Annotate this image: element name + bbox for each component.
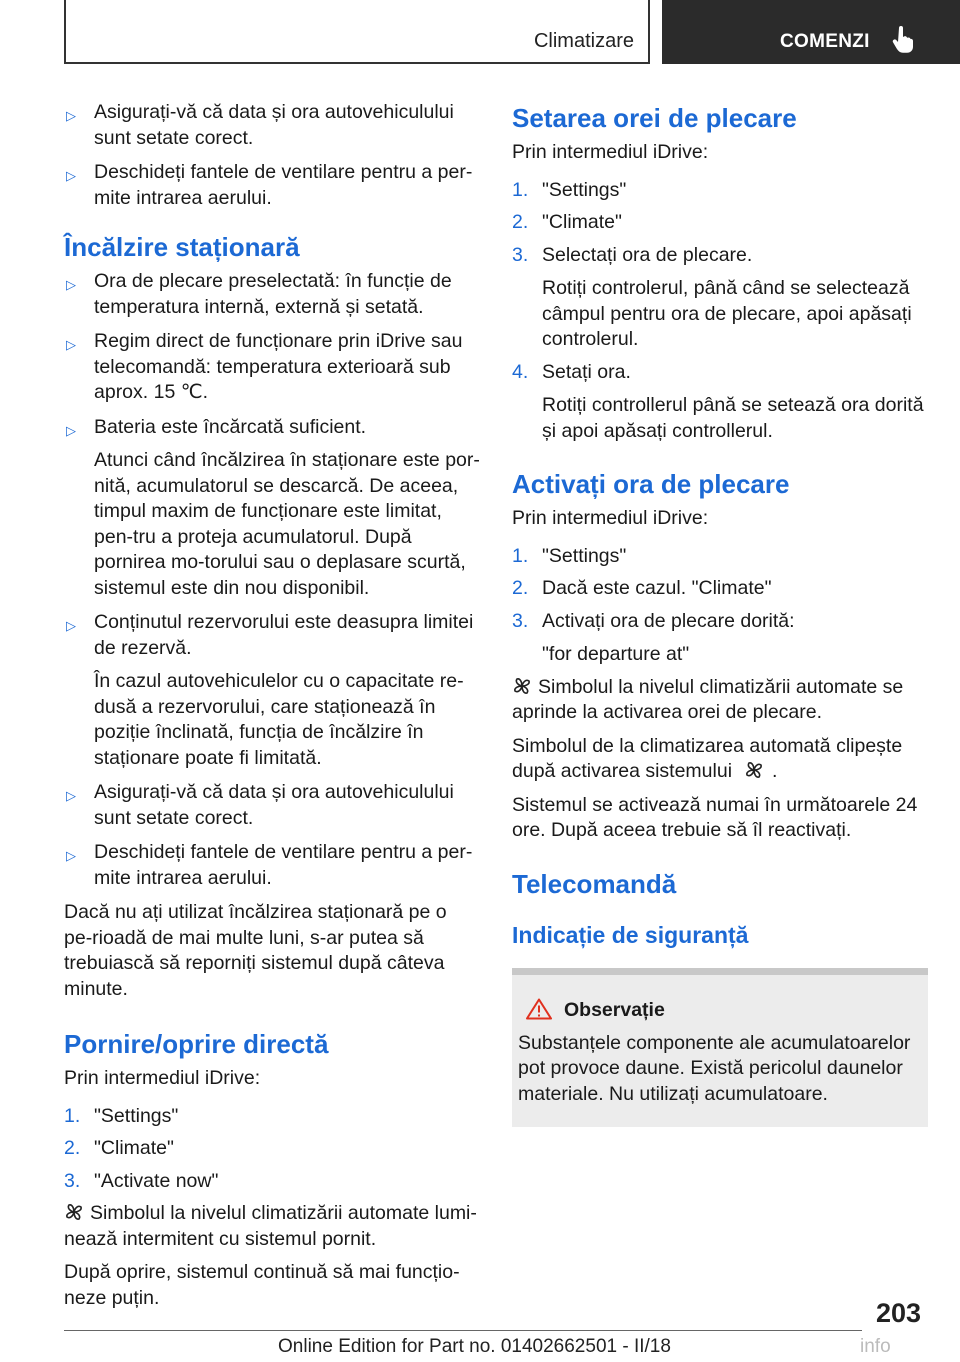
list-item: ▷ Deschideți fantele de ventilare pentru a per‐mite intrarea aerului. [66,841,473,889]
chapter-tab [662,0,960,64]
warning-text: Substanțele componente ale acumulatoarelor pot provoce daune. Există pericolul daunelor materiale. Nu utilizați acumulatoare. [518,1031,911,1105]
triangle-bullet-icon: ▷ [66,168,76,183]
watermark-text: info [860,1336,891,1357]
pointing-hand-icon [892,26,914,54]
list-item: 3. Selectați ora de plecare. Rotiți controlerul, până când se selectează câmpul pentru ora de plecare, apoi apăsați controlerul. [512,243,912,350]
right-column [512,100,928,1127]
triangle-bullet-icon: ▷ [66,788,76,803]
heading-set-departure: Setarea orei de plecare [512,103,797,133]
triangle-bullet-icon: ▷ [66,848,76,863]
section-tab [64,0,650,64]
list-item: 1. "Settings" [512,544,627,567]
list-item: ▷ Conținutul rezervorului este deasupra limitei de rezervă. În cazul autovehiculelor cu o capacitate re‐dusă a rezervorului, care staționează în poziție înclinată, funcția de încălzire în staționare poate fi limitată. [66,611,474,769]
heading-remote-control: Telecomandă [512,868,677,899]
triangle-bullet-icon: ▷ [66,337,76,352]
list-item: ▷ Asigurați-vă că data și ora autovehiculului sunt setate corect. [66,781,454,829]
section-title: Climatizare [533,30,634,52]
warning-title: Observație [518,997,922,1023]
set-steps-list [512,178,928,445]
stationary-bullet-list [64,269,480,891]
triangle-bullet-icon: ▷ [66,422,76,438]
list-item: ▷ Ora de plecare preselectată: în funcție de temperatura internă, externă și setată. [66,270,452,318]
list-item: ▷ Bateria este încărcată suficient. Atunci când încălzirea în staționare este por‐nită, acumulatorul se descarcă. De aceea, timpul maxim de funcționare este limitat, pen‐tru a proteja acumulatorul. După pornirea mo‐torului sau o deplasare scurtă, sistemul este din nou disponibil. [66,415,480,599]
fan-icon [744,760,764,780]
paragraph-symbol-blink: Simbolul de la climatizarea automată clipește după activarea sistemului . [512,734,903,782]
triangle-bullet-icon: ▷ [66,277,76,292]
list-item: 4. Setați ora. Rotiți controllerul până se setează ora dorită și apoi apăsați controllerul. [512,360,924,442]
warning-triangle-icon [526,998,552,1020]
intro-bullet-list [64,100,480,211]
triangle-bullet-icon: ▷ [66,108,76,123]
footer-divider [64,1330,862,1331]
paragraph-via-idrive: Prin intermediul iDrive: [512,507,709,529]
chapter-title: COMENZI [780,31,870,52]
warning-box [512,968,928,1128]
heading-direct-start: Pornire/oprire directă [64,1029,329,1059]
fan-icon [64,1202,84,1222]
footer-edition: Online Edition for Part no. 01402662501 - II/18 [278,1336,671,1357]
paragraph-months: Dacă nu ați utilizat încălzirea staționară pe o pe‐rioadă de mai multe luni, s-ar putea să trebuiască să reporniți sistemul după câteva minute. [64,901,447,1000]
activate-steps-list [512,544,928,668]
list-item: 3. Activați ora de plecare dorită: "for departure at" [512,609,795,665]
heading-stationary-heating: Încălzire staționară [64,232,300,262]
triangle-bullet-icon: ▷ [66,618,76,633]
list-item: 2. "Climate" [64,1137,174,1159]
paragraph-symbol-blink: Simbolul la nivelul climatizării automate lumi‐nează intermitent cu sistemul pornit. [64,1202,477,1250]
fan-icon [512,676,532,696]
heading-safety-note: Indicație de siguranță [512,921,749,948]
paragraph-symbol-lights: Simbolul la nivelul climatizării automate se aprinde la activarea orei de plecare. [512,675,904,723]
left-column [64,100,480,1319]
paragraph-via-idrive: Prin intermediul iDrive: [64,1067,261,1089]
list-item: ▷ Regim direct de funcționare prin iDrive sau telecomandă: temperatura exterioară sub aprox. 15 ℃. [66,330,463,403]
list-item: 2. "Climate" [512,211,622,233]
list-item: 2. Dacă este cazul. "Climate" [512,577,772,599]
heading-activate-departure: Activați ora de plecare [512,469,790,499]
paragraph-after-off: După oprire, sistemul continuă să mai funcțio‐neze puțin. [64,1261,460,1309]
list-item: ▷ Deschideți fantele de ventilare pentru a per‐mite intrarea aerului. [66,161,473,209]
list-item: 1. "Settings" [512,178,627,201]
list-item: ▷ Asigurați-vă că data și ora autovehiculului sunt setate corect. [66,101,454,149]
list-item: 3. "Activate now" [64,1169,219,1192]
list-item: 1. "Settings" [64,1104,179,1127]
page-number: 203 [876,1298,922,1328]
page-header [0,0,960,66]
paragraph-via-idrive: Prin intermediul iDrive: [512,141,709,163]
paragraph-24-hours: Sistemul se activează numai în următoarele 24 ore. După aceea trebuie să îl reactivați. [512,793,918,841]
direct-steps-list [64,1104,480,1195]
